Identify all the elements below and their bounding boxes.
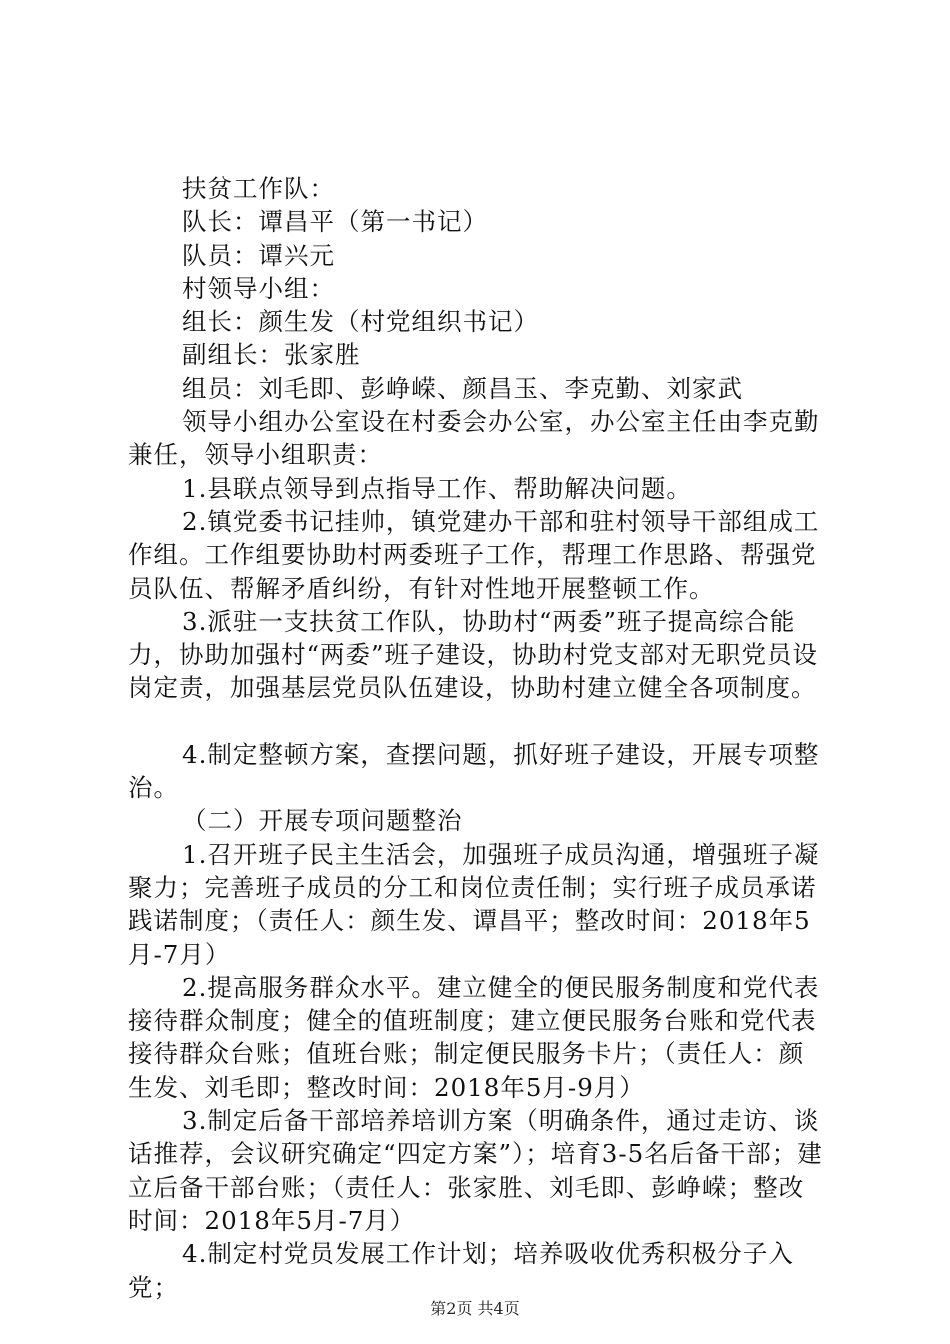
- document-body: [128, 172, 828, 1304]
- paragraph-duty-3: 3.派驻一支扶贫工作队，协助村“两委”班子提高综合能力，协助加强村“两委”班子建设，协助村党支部对无职党员设岗定责，加强基层党员队伍建设，协助村建立健全各项制度。: [128, 606, 819, 703]
- paragraph-item-3: 3.制定后备干部培养培训方案（明确条件，通过走访、谈话推荐，会议研究确定“四定方案”）；培育3-5名后备干部；建立后备干部台账；（责任人：张家胜、刘毛即、彭峥嵘；整改时间：2018年5月-7月）: [128, 1106, 823, 1235]
- paragraph-item-1: 1.召开班子民主生活会，加强班子成员沟通，增强班子凝聚力；完善班子成员的分工和岗位责任制；实行班子成员承诺践诺制度；（责任人：颜生发、谭昌平；整改时间：2018年5月-7月）: [128, 839, 820, 969]
- line-leading-group: 村领导小组：: [182, 273, 335, 303]
- paragraph-item-2: 2.提高服务群众水平。建立健全的便民服务制度和党代表接待群众制度；健全的值班制度；建立便民服务台账和党代表接待群众台账；值班台账；制定便民服务卡片；（责任人：颜生发、刘毛即；整改时间：2018年5月-9月）: [128, 972, 820, 1102]
- line-team-member: 队员：谭兴元: [182, 240, 335, 270]
- page-footer: 第2页 共4页: [430, 1299, 520, 1318]
- line-team-leader: 队长：谭昌平（第一书记）: [182, 207, 488, 237]
- paragraph-office: 领导小组办公室设在村委会办公室，办公室主任由李克勤兼任，领导小组职责：: [128, 407, 820, 470]
- line-group-members: 组员：刘毛即、彭峥嵘、颜昌玉、李克勤、刘家武: [182, 373, 743, 403]
- section-heading: （二）开展专项问题整治: [182, 806, 463, 836]
- paragraph-duty-4: 4.制定整顿方案，查摆问题，抓好班子建设，开展专项整治。: [128, 739, 820, 803]
- line-group-leader: 组长：颜生发（村党组织书记）: [182, 307, 539, 337]
- paragraph-item-4: 4.制定村党员发展工作计划；培养吸收优秀积极分子入党；: [128, 1239, 794, 1302]
- line-deputy-leader: 副组长：张家胜: [182, 340, 361, 370]
- paragraph-duty-2: 2.镇党委书记挂帅，镇党建办干部和驻村领导干部组成工作组。工作组要协助村两委班子工作，帮理工作思路、帮强党员队伍、帮解矛盾纠纷，有针对性地开展整顿工作。: [128, 506, 820, 603]
- paragraph-duty-1: 1.县联点领导到点指导工作、帮助解决问题。: [182, 473, 692, 503]
- paragraph-spacer: [128, 705, 828, 738]
- line-poverty-team: 扶贫工作队：: [182, 174, 335, 203]
